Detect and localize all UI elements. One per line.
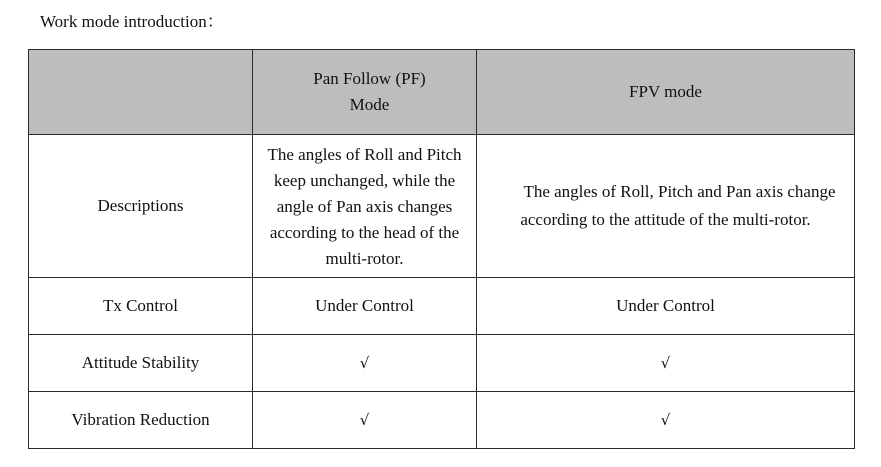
row-label-cell <box>29 278 253 335</box>
row-label-cell <box>29 335 253 392</box>
header-fpv-cell <box>477 50 855 135</box>
check-mark-icon: √ <box>660 411 671 429</box>
pf-mode-title: Pan Follow (PF) Mode <box>313 69 426 114</box>
table-row <box>29 278 855 335</box>
fpv-attitude-stability-cell <box>477 335 855 392</box>
pf-vibration-reduction-cell <box>253 392 477 449</box>
descriptions-label: Descriptions <box>97 196 184 215</box>
pf-tx-control-value: Under Control <box>315 296 414 315</box>
tx-control-label: Tx Control <box>102 296 179 315</box>
header-pf-cell <box>253 50 477 135</box>
work-mode-table <box>28 49 855 449</box>
pf-description: The angles of Roll and Pitch keep unchanged, while the angle of Pan axis changes according to the head of the multi-rotor. <box>267 145 462 268</box>
header-corner-cell <box>29 50 253 135</box>
fpv-tx-control-cell <box>477 278 855 335</box>
row-label-cell <box>29 392 253 449</box>
pf-attitude-stability-cell <box>253 335 477 392</box>
pf-tx-control-cell <box>253 278 477 335</box>
vibration-reduction-label: Vibration Reduction <box>71 410 210 429</box>
fpv-mode-title: FPV mode <box>629 82 702 101</box>
table-header-row <box>29 50 855 135</box>
check-mark-icon: √ <box>660 354 671 372</box>
check-mark-icon: √ <box>359 411 370 429</box>
fpv-description-cell <box>477 135 855 278</box>
table-row <box>29 392 855 449</box>
attitude-stability-label: Attitude Stability <box>81 353 200 372</box>
check-mark-icon: √ <box>359 354 370 372</box>
section-heading: Work mode introduction： <box>40 12 224 31</box>
fpv-vibration-reduction-cell <box>477 392 855 449</box>
fpv-description: The angles of Roll, Pitch and Pan axis change according to the attitude of the multi-rotor. <box>520 182 836 229</box>
table-row <box>29 335 855 392</box>
fpv-tx-control-value: Under Control <box>616 296 715 315</box>
row-label-cell <box>29 135 253 278</box>
table-row <box>29 135 855 278</box>
pf-description-cell <box>253 135 477 278</box>
